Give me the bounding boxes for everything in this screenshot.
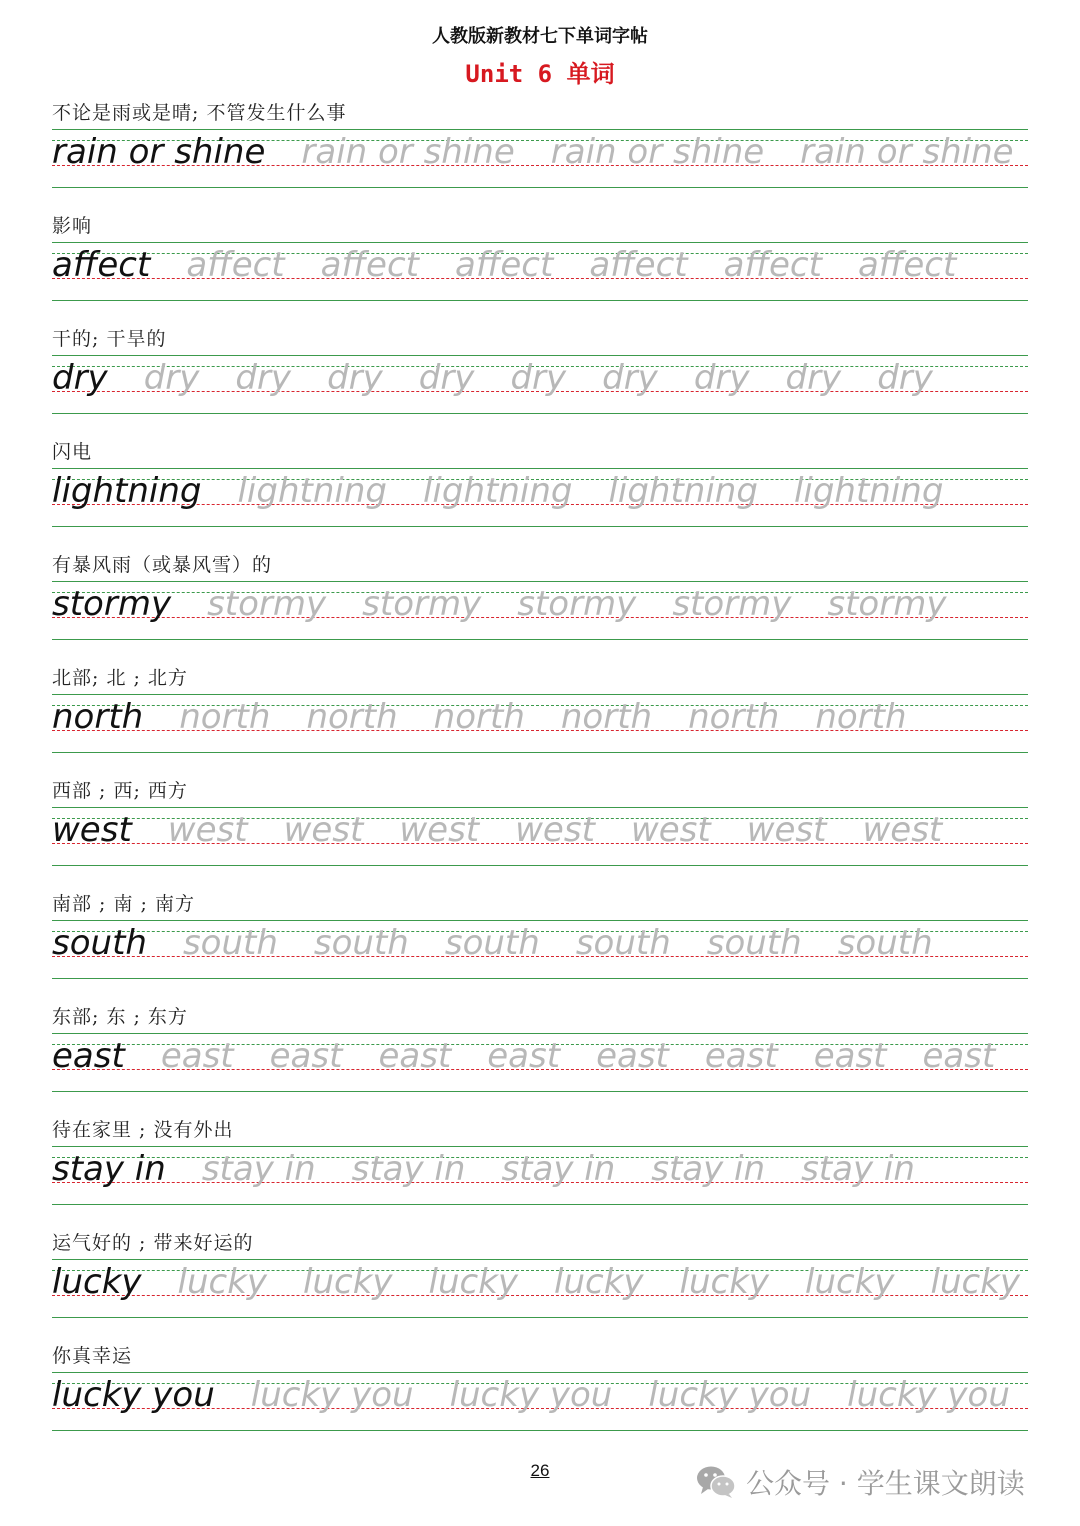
trace-word: north <box>815 697 907 737</box>
trace-word: lightning <box>608 471 758 511</box>
trace-word: lucky <box>177 1262 267 1302</box>
model-word: rain or shine <box>52 132 266 172</box>
ruling-top-line <box>52 129 1028 130</box>
word-meaning: 西部 ; 西; 西方 <box>52 780 188 802</box>
trace-word: south <box>706 923 802 963</box>
model-word: north <box>52 697 144 737</box>
trace-word: east <box>813 1036 887 1076</box>
ruling-top-line <box>52 581 1028 582</box>
practice-row <box>52 1262 1028 1310</box>
word-meaning: 南部 ; 南 ; 南方 <box>52 893 195 915</box>
practice-row <box>52 132 1028 180</box>
trace-word: west <box>399 810 480 850</box>
trace-word: dry <box>693 358 750 398</box>
practice-row <box>52 584 1028 632</box>
ruling-bottom-line <box>52 1091 1028 1092</box>
entry-2 <box>52 324 1028 424</box>
model-word: lucky you <box>52 1375 215 1415</box>
entry-4 <box>52 550 1028 650</box>
word-meaning: 你真幸运 <box>52 1345 133 1367</box>
trace-word: lucky <box>805 1262 895 1302</box>
ruling-bottom-line <box>52 1430 1028 1431</box>
model-word: south <box>52 923 147 963</box>
watermark-text: 公众号 · 学生课文朗读 <box>746 1467 1025 1500</box>
trace-word: dry <box>785 358 842 398</box>
trace-word: lucky you <box>847 1375 1010 1415</box>
trace-word: west <box>515 810 595 850</box>
trace-word: lucky <box>554 1262 644 1302</box>
trace-word: east <box>487 1036 561 1076</box>
practice-row <box>52 1375 1028 1423</box>
word-meaning: 干的; 干旱的 <box>52 328 167 350</box>
trace-word: north <box>688 697 780 737</box>
model-word: stormy <box>52 584 172 624</box>
ruling-bottom-line <box>52 1317 1028 1318</box>
trace-word: east <box>378 1036 452 1076</box>
trace-word: affect <box>186 245 285 285</box>
word-meaning: 不论是雨或是晴; 不管发生什么事 <box>52 102 347 124</box>
trace-word: south <box>182 923 278 963</box>
ruling-bottom-line <box>52 526 1028 527</box>
model-word: lucky <box>52 1262 142 1302</box>
trace-word: lucky <box>679 1262 769 1302</box>
entry-5 <box>52 663 1028 763</box>
trace-word: south <box>313 923 409 963</box>
trace-word: stormy <box>362 584 482 624</box>
ruling-bottom-line <box>52 413 1028 414</box>
trace-word: dry <box>602 358 658 398</box>
trace-word: east <box>596 1036 669 1076</box>
ruling-top-line <box>52 694 1028 695</box>
trace-word: lucky you <box>250 1375 414 1415</box>
word-meaning: 北部; 北 ; 北方 <box>52 667 188 689</box>
practice-row <box>52 245 1028 293</box>
trace-word: affect <box>857 245 957 285</box>
trace-word: lightning <box>237 471 387 511</box>
trace-word: stormy <box>207 584 327 624</box>
trace-word: stay in <box>201 1149 316 1189</box>
ruling-bottom-line <box>52 1204 1028 1205</box>
trace-word: dry <box>235 358 292 398</box>
trace-word: lightning <box>422 471 573 511</box>
trace-word: affect <box>723 245 822 285</box>
ruling-top-line <box>52 920 1028 921</box>
trace-word: lightning <box>793 471 944 511</box>
trace-word: rain or shine <box>301 132 515 172</box>
ruling-top-line <box>52 1259 1028 1260</box>
trace-word: east <box>704 1036 778 1076</box>
practice-row <box>52 923 1028 971</box>
model-word: lightning <box>52 471 202 511</box>
trace-word: stay in <box>651 1149 766 1189</box>
word-meaning: 有暴风雨（或暴风雪）的 <box>52 554 273 576</box>
ruling-bottom-line <box>52 187 1028 188</box>
trace-word: south <box>575 923 671 963</box>
ruling-top-line <box>52 355 1028 356</box>
model-word: west <box>52 810 132 850</box>
practice-row <box>52 697 1028 745</box>
ruling-top-line <box>52 468 1028 469</box>
model-word: affect <box>52 245 151 285</box>
ruling-top-line <box>52 1372 1028 1373</box>
entry-11 <box>52 1341 1028 1441</box>
trace-word: lucky you <box>449 1375 613 1415</box>
word-meaning: 闪电 <box>52 441 93 463</box>
model-word: east <box>52 1036 125 1076</box>
trace-word: dry <box>418 358 475 398</box>
practice-row <box>52 1149 1028 1197</box>
trace-word: dry <box>877 358 933 398</box>
trace-word: north <box>560 697 653 737</box>
entry-3 <box>52 437 1028 537</box>
unit-title: Unit 6 单词 <box>465 60 615 88</box>
entry-6 <box>52 776 1028 876</box>
trace-word: stormy <box>517 584 637 624</box>
model-word: stay in <box>52 1149 166 1189</box>
trace-word: west <box>862 810 943 850</box>
trace-word: lucky <box>303 1262 393 1302</box>
ruling-bottom-line <box>52 300 1028 301</box>
word-meaning: 影响 <box>52 215 93 237</box>
trace-word: lucky you <box>648 1375 812 1415</box>
trace-word: affect <box>454 245 554 285</box>
document-title: 人教版新教材七下单词字帖 <box>432 26 648 47</box>
trace-word: south <box>837 923 933 963</box>
entry-9 <box>52 1115 1028 1215</box>
trace-word: lucky <box>428 1262 518 1302</box>
entry-8 <box>52 1002 1028 1102</box>
trace-word: rain or shine <box>800 132 1014 172</box>
trace-word: lucky <box>930 1262 1020 1302</box>
trace-word: west <box>746 810 827 850</box>
ruling-bottom-line <box>52 752 1028 753</box>
trace-word: stay in <box>351 1149 466 1189</box>
trace-word: west <box>630 810 711 850</box>
trace-word: north <box>179 697 271 737</box>
trace-word: stay in <box>801 1149 915 1189</box>
trace-word: north <box>306 697 398 737</box>
trace-word: east <box>922 1036 996 1076</box>
trace-word: west <box>283 810 364 850</box>
ruling-top-line <box>52 1146 1028 1147</box>
trace-word: rain or shine <box>550 132 765 172</box>
entry-1 <box>52 211 1028 311</box>
trace-word: west <box>167 810 248 850</box>
entry-0 <box>52 98 1028 198</box>
watermark <box>696 1462 1025 1502</box>
trace-word: south <box>444 923 540 963</box>
trace-word: north <box>433 697 525 737</box>
ruling-bottom-line <box>52 978 1028 979</box>
entry-7 <box>52 889 1028 989</box>
trace-word: affect <box>320 245 419 285</box>
trace-word: affect <box>589 245 688 285</box>
wechat-icon <box>696 1465 736 1499</box>
trace-word: dry <box>510 358 567 398</box>
trace-word: dry <box>327 358 383 398</box>
page-number: 26 <box>530 1461 550 1480</box>
trace-word: dry <box>143 358 200 398</box>
practice-row <box>52 1036 1028 1084</box>
ruling-top-line <box>52 242 1028 243</box>
trace-word: east <box>160 1036 234 1076</box>
word-meaning: 运气好的 ; 带来好运的 <box>52 1232 254 1254</box>
word-meaning: 东部; 东 ; 东方 <box>52 1006 188 1028</box>
entry-10 <box>52 1228 1028 1328</box>
trace-word: east <box>269 1036 343 1076</box>
practice-row <box>52 810 1028 858</box>
ruling-top-line <box>52 807 1028 808</box>
trace-word: stormy <box>827 584 947 624</box>
trace-word: stormy <box>672 584 792 624</box>
trace-word: stay in <box>501 1149 616 1189</box>
ruling-bottom-line <box>52 865 1028 866</box>
practice-row <box>52 471 1028 519</box>
model-word: dry <box>52 358 108 398</box>
practice-row <box>52 358 1028 406</box>
word-meaning: 待在家里 ; 没有外出 <box>52 1119 234 1141</box>
ruling-top-line <box>52 1033 1028 1034</box>
ruling-bottom-line <box>52 639 1028 640</box>
